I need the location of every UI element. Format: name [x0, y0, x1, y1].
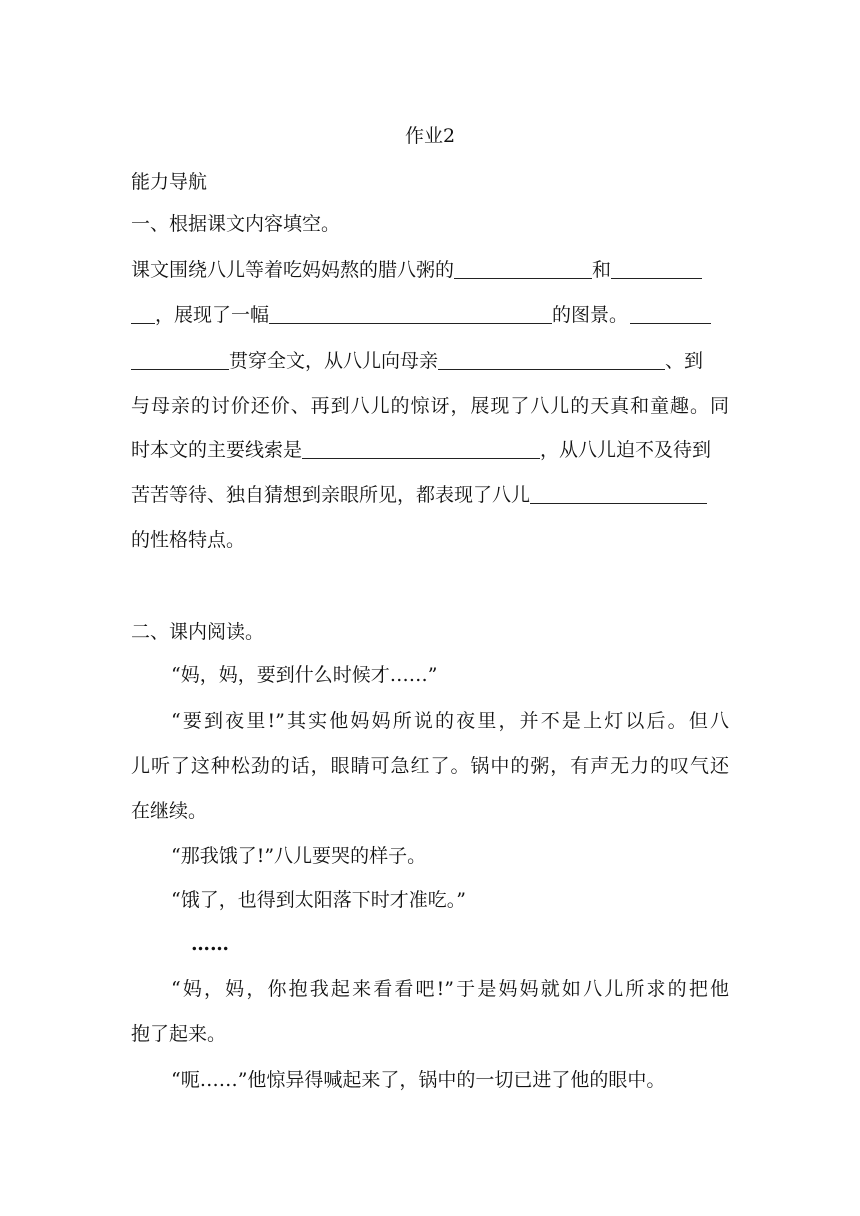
- reading-paragraph-2-line-3: 在继续。: [131, 800, 208, 822]
- part2-heading: 二、课内阅读。: [131, 621, 265, 643]
- fill-text: 的图景。: [552, 304, 629, 326]
- fill-text: ，从八儿迫不及待到: [540, 439, 712, 461]
- reading-paragraph-1: “妈，妈，要到什么时候才……”: [171, 664, 438, 686]
- reading-paragraph-4: “饿了，也得到太阳落下时才准吃。”: [171, 889, 466, 911]
- fill-text: 和: [592, 259, 612, 281]
- reading-paragraph-2-line-1: “要到夜里!”其实他妈妈所说的夜里，并不是上灯以后。但八: [171, 710, 729, 732]
- fill-text: 贯穿全文，从八儿向母亲: [229, 350, 439, 372]
- fill-line-5: [131, 438, 711, 462]
- fill-text: 苦苦等待、独自猜想到亲眼所见，都表现了八儿: [131, 484, 531, 506]
- reading-paragraph-3: “那我饿了!”八儿要哭的样子。: [171, 845, 427, 867]
- blank-4[interactable]: [630, 303, 711, 324]
- section-label: 能力导航: [131, 171, 208, 193]
- blank-4-cont[interactable]: [131, 349, 229, 370]
- reading-paragraph-2-line-2: 儿听了这种松劲的话，眼睛可急红了。锅中的粥，有声无力的叹气还: [131, 755, 729, 777]
- blank-7[interactable]: [530, 483, 707, 504]
- reading-paragraph-6: “呃……”他惊异得喊起来了，锅中的一切已进了他的眼中。: [171, 1069, 666, 1091]
- blank-2-cont[interactable]: [131, 303, 155, 324]
- blank-2[interactable]: [611, 258, 702, 279]
- page-title: 作业2: [404, 125, 456, 147]
- part1-heading: 一、根据课文内容填空。: [131, 213, 341, 235]
- reading-paragraph-5-line-1: “妈，妈，你抱我起来看看吧!”于是妈妈就如八儿所求的把他: [171, 978, 729, 1000]
- fill-line-3: [131, 349, 703, 373]
- fill-line-1: [131, 258, 702, 282]
- reading-paragraph-5-line-2: 抱了起来。: [131, 1023, 227, 1045]
- blank-5[interactable]: [438, 349, 665, 370]
- blank-1[interactable]: [454, 258, 592, 279]
- fill-text: 时本文的主要线索是: [131, 439, 303, 461]
- blank-6[interactable]: [302, 438, 540, 459]
- fill-text: ，展现了一幅: [155, 304, 270, 326]
- fill-text: 课文围绕八儿等着吃妈妈熬的腊八粥的: [131, 259, 455, 281]
- fill-line-2: [131, 303, 711, 327]
- ellipsis: ……: [191, 933, 229, 955]
- fill-line-6: [131, 483, 707, 507]
- fill-line-4: 与母亲的讨价还价、再到八儿的惊讶，展现了八儿的天真和童趣。同: [131, 395, 729, 417]
- fill-line-7: 的性格特点。: [131, 529, 246, 551]
- blank-3[interactable]: [269, 303, 552, 324]
- fill-text: 、到: [665, 350, 704, 372]
